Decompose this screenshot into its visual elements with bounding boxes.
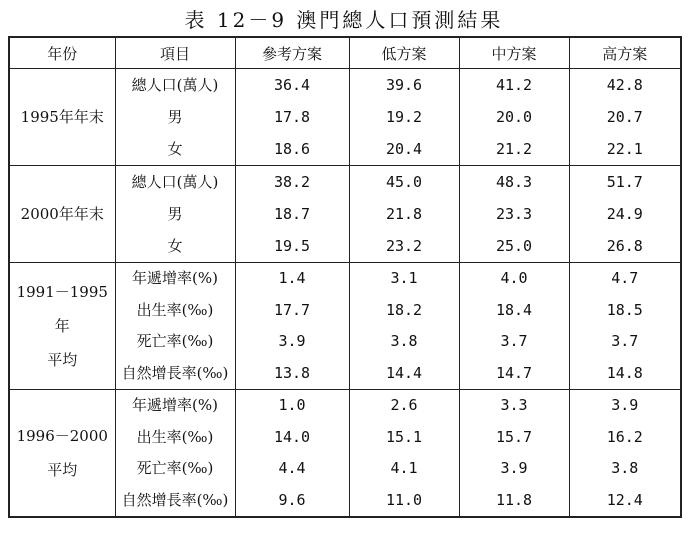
value-cell: [235, 390, 349, 518]
value: 17.7: [273, 300, 311, 319]
value: 18.4: [495, 300, 533, 319]
value: 3.9: [611, 396, 639, 414]
value: 20.0: [495, 108, 533, 126]
table-title: 表 12－9 澳門總人口預測結果: [184, 8, 504, 32]
item-cell: [115, 263, 235, 390]
value: 12.4: [606, 490, 643, 509]
value: 15.1: [385, 427, 423, 446]
value-cell: [235, 166, 349, 263]
value: 14.8: [606, 363, 643, 382]
value: 11.8: [495, 490, 533, 509]
header-row: [9, 37, 681, 69]
value: 51.7: [606, 173, 643, 191]
period-label: 1996－2000: [16, 427, 108, 445]
value-cell: [349, 263, 459, 390]
value: 36.4: [273, 76, 311, 94]
item-label: 死亡率(‰): [136, 332, 214, 350]
item-cell: [115, 69, 235, 166]
header-item: 項目: [115, 37, 235, 69]
header-reference-plan: 參考方案: [235, 37, 349, 69]
value: 13.8: [273, 363, 311, 382]
header-low-plan: 低方案: [349, 37, 459, 69]
value: 3.9: [500, 459, 528, 477]
item-label: 女: [167, 237, 183, 255]
value: 15.7: [495, 427, 533, 446]
item-cell: [115, 166, 235, 263]
item-cell: [115, 390, 235, 518]
value: 17.8: [273, 108, 311, 126]
value: 4.0: [500, 269, 528, 287]
value-cell: [459, 390, 569, 518]
value: 4.7: [611, 269, 639, 287]
value: 21.2: [495, 140, 533, 158]
item-label: 出生率(‰): [136, 300, 214, 319]
table-body: [9, 69, 681, 518]
value: 3.9: [278, 332, 306, 350]
value: 1.4: [278, 269, 306, 287]
period-label: 平均: [47, 461, 78, 479]
value: 1.0: [278, 396, 306, 414]
period-cell: [9, 166, 115, 263]
value: 38.2: [273, 173, 311, 191]
value-cell: [235, 69, 349, 166]
header-year: 年份: [9, 37, 115, 69]
value: 23.2: [385, 237, 423, 255]
value: 23.3: [495, 205, 533, 223]
value: 42.8: [606, 76, 643, 94]
value-cell: [569, 166, 681, 263]
value: 21.8: [385, 205, 423, 223]
value: 14.0: [273, 427, 311, 446]
item-label: 年遞增率(%): [132, 269, 218, 287]
value: 20.7: [606, 108, 643, 126]
value: 20.4: [385, 140, 423, 158]
value: 4.1: [390, 459, 418, 477]
value: 24.9: [606, 205, 643, 223]
period-label: 1995年年末: [20, 108, 104, 126]
header-high-plan: 高方案: [569, 37, 681, 69]
period-label: 平均: [47, 351, 78, 369]
item-label: 女: [167, 140, 183, 158]
item-label: 男: [167, 205, 183, 223]
item-label: 男: [167, 108, 183, 126]
value: 11.0: [385, 490, 423, 509]
table-row: [9, 263, 681, 390]
item-label: 總人口(萬人): [131, 76, 219, 94]
item-label: 自然增長率(‰): [121, 490, 229, 509]
value-cell: [459, 263, 569, 390]
item-label: 年遞增率(%): [132, 396, 218, 414]
period-label: 1991－1995年: [16, 283, 108, 335]
value: 39.6: [385, 76, 423, 94]
population-projection-table: [8, 36, 682, 518]
value: 14.4: [385, 363, 423, 382]
value-cell: [569, 69, 681, 166]
header-mid-plan: 中方案: [459, 37, 569, 69]
value: 3.1: [390, 269, 418, 287]
period-cell: [9, 390, 115, 518]
period-cell: [9, 69, 115, 166]
item-label: 自然增長率(‰): [121, 363, 229, 382]
value-cell: [349, 69, 459, 166]
value-cell: [569, 390, 681, 518]
value: 19.5: [273, 237, 311, 255]
value: 3.3: [500, 396, 528, 414]
period-label: 2000年年末: [20, 205, 104, 223]
value-cell: [349, 390, 459, 518]
value: 22.1: [606, 140, 643, 158]
period-cell: [9, 263, 115, 390]
value: 4.4: [278, 459, 306, 477]
item-label: 總人口(萬人): [131, 173, 219, 191]
value: 19.2: [385, 108, 423, 126]
value-cell: [459, 166, 569, 263]
value: 26.8: [606, 237, 643, 255]
value: 9.6: [278, 490, 306, 509]
item-label: 死亡率(‰): [136, 459, 214, 477]
item-label: 出生率(‰): [136, 427, 214, 446]
value: 3.7: [500, 332, 528, 350]
value: 3.8: [390, 332, 418, 350]
value: 2.6: [390, 396, 418, 414]
value: 18.5: [606, 300, 643, 319]
value: 18.6: [273, 140, 311, 158]
value-cell: [349, 166, 459, 263]
value-cell: [235, 263, 349, 390]
table-row: [9, 166, 681, 263]
value: 18.2: [385, 300, 423, 319]
table-row: [9, 69, 681, 166]
value: 14.7: [495, 363, 533, 382]
value: 18.7: [273, 205, 311, 223]
value-cell: [459, 69, 569, 166]
value: 25.0: [495, 237, 533, 255]
value: 3.8: [611, 459, 639, 477]
value: 41.2: [495, 76, 533, 94]
value: 3.7: [611, 332, 639, 350]
value: 45.0: [385, 173, 423, 191]
value: 16.2: [606, 427, 643, 446]
value: 48.3: [495, 173, 533, 191]
value-cell: [569, 263, 681, 390]
table-row: [9, 390, 681, 518]
